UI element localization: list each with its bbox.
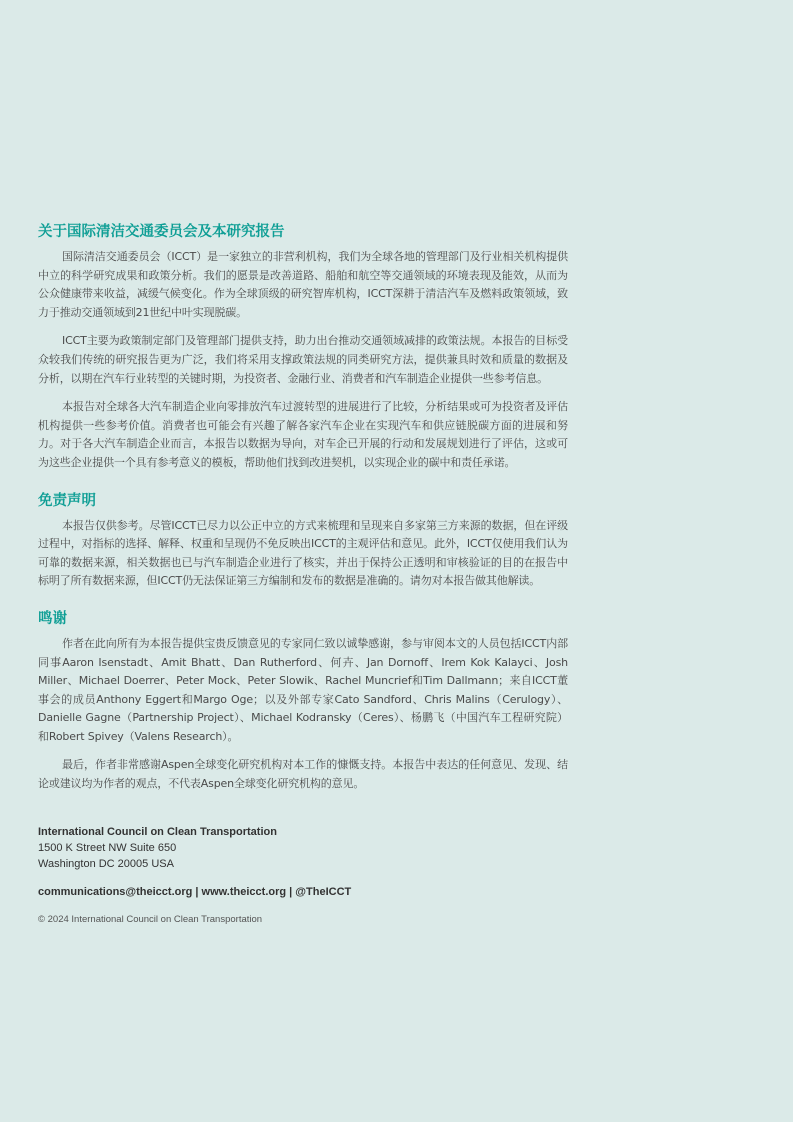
disclaimer-paragraph: 本报告仅供参考。尽管ICCT已尽力以公正中立的方式来梳理和呈现来自多家第三方来源的数据，但在评级过程中，对指标的选择、解释、权重和呈现仍不免反映出ICCT的主观评估和意见。此外，ICCT仅使用我们认为可靠的数据来源，相关数据也已与汽车制造企业进行了核实，并出于保持公正透明和审核验证的目的在报告中标明了所有数据来源，但ICCT仍无法保证第三方编制和发布的数据是准确的。请勿对本报告做其他解读。 <box>38 518 568 588</box>
about-paragraph-1: 国际清洁交通委员会（ICCT）是一家独立的非营利机构，我们为全球各地的管理部门及行业相关机构提供中立的科学研究成果和政策分析。我们的愿景是改善道路、船舶和航空等交通领域的环境表现及能效，从而为公众健康带来收益，减缓气候变化。作为全球顶级的研究智库机构，ICCT深耕于清洁汽车及燃料政策领域，致力于推动交通领域到21世纪中叶实现脱碳。 <box>38 250 568 319</box>
about-paragraph-2: ICCT主要为政策制定部门及管理部门提供支持，助力出台推动交通领域减排的政策法规。本报告的目标受众较我们传统的研究报告更为广泛，我们将采用支撑政策法规的同类研究方法，提供兼具时效和质量的数据及分析，以期在汽车行业转型的关键时期，为投资者、金融行业、消费者和汽车制造企业提供一些参考信息。 <box>38 334 568 385</box>
address-block <box>38 824 568 872</box>
report-front-matter <box>38 222 568 928</box>
acknowledgments-section <box>38 609 568 794</box>
acknowledgments-paragraph-1: 作者在此向所有为本报告提供宝贵反馈意见的专家同仁致以诚挚感谢，参与审阅本文的人员包括ICCT内部同事Aaron Isenstadt、Amit Bhatt、Dan Rutherford、何卉、Jan Dornoff、Irem Kok Kalayci、Josh Miller、Michael Doerrer、Peter Mock、Peter Slowik、Rachel Muncrief和Tim Dallmann；来自ICCT董事会的成员Anthony Eggert和Margo Oge；以及外部专家Cato Sandford、Chris Malins（Cerulogy）、Danielle Gagne（Partnership Project）、Michael Kodransky（Ceres）、杨鹏飞（中国汽车工程研究院）和Robert Spivey（Valens Research）。 <box>38 636 568 743</box>
copyright: © 2024 International Council on Clean Transportation <box>38 913 263 925</box>
acknowledgments-paragraph-2: 最后，作者非常感谢Aspen全球变化研究机构对本工作的慷慨支持。本报告中表达的任何意见、发现、结论或建议均为作者的观点，不代表Aspen全球变化研究机构的意见。 <box>38 758 568 791</box>
about-paragraph-3: 本报告对全球各大汽车制造企业向零排放汽车过渡转型的进展进行了比较，分析结果或可为投资者及评估机构提供一些参考价值。消费者也可能会有兴趣了解各家汽车企业在实现汽车和供应链脱碳方面的进展和努力。对于各大汽车制造企业而言，本报告以数据为导向，对车企已开展的行动和发展规划进行了评估，这或可为这些企业提供一个具有参考意义的模板，帮助他们找到改进契机，以实现企业的碳中和责任承诺。 <box>38 400 568 469</box>
contact-links: communications@theicct.org | www.theicct.org | @TheICCT <box>38 885 352 898</box>
about-heading: 关于国际清洁交通委员会及本研究报告 <box>38 224 285 240</box>
disclaimer-heading: 免责声明 <box>38 492 96 509</box>
disclaimer-section <box>38 491 568 591</box>
about-section <box>38 222 568 473</box>
acknowledgments-heading: 鸣谢 <box>38 610 67 627</box>
address-line-2: Washington DC 20005 USA <box>38 857 174 870</box>
footer <box>38 824 568 928</box>
org-name: International Council on Clean Transportation <box>38 825 277 838</box>
address-line-1: 1500 K Street NW Suite 650 <box>38 841 177 854</box>
